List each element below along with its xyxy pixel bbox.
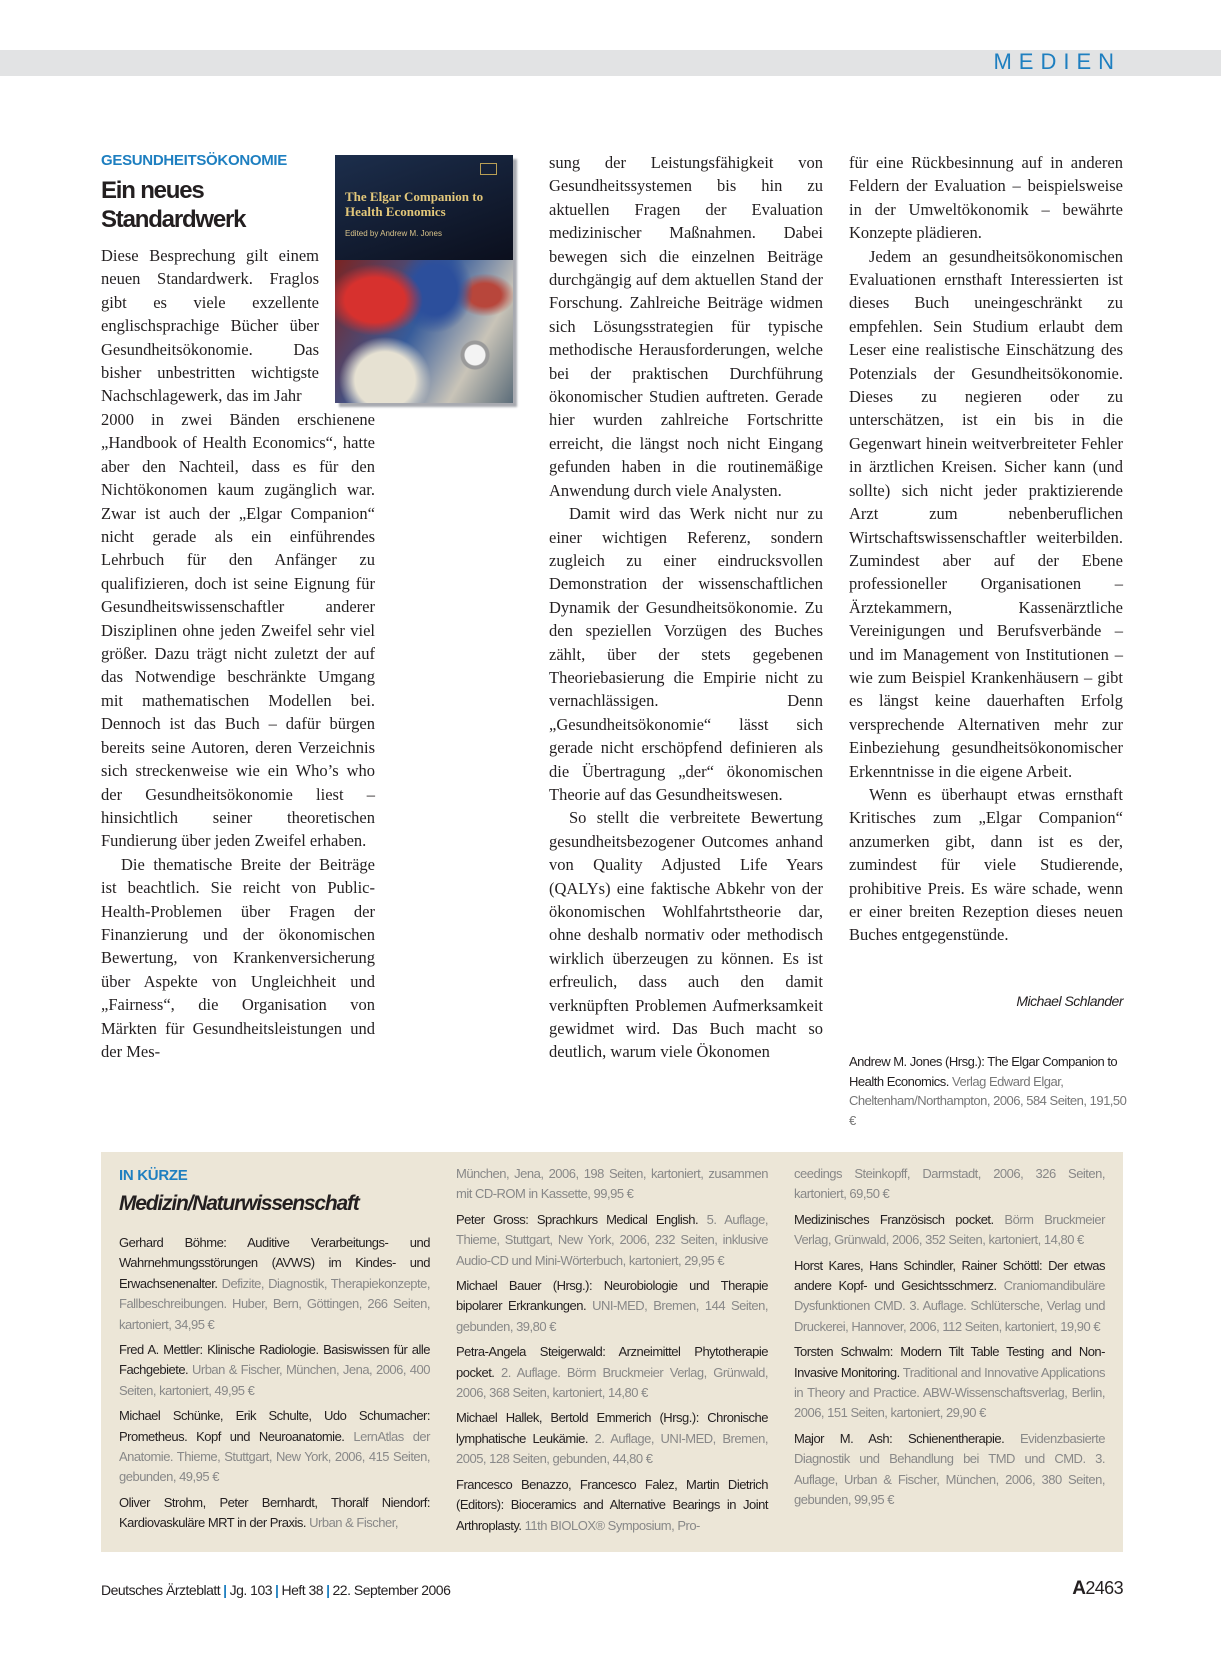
article-paragraph: So stellt die verbreitete Bewertung gesundheitsbezogener Outcomes anhand von Quality Adjusted Life Years (QALYs) eine faktische Abkehr von der ökonomischen Wohlfahrtstheorie dar, ohne deshalb normativ oder methodisch wirklich überzeugen zu können. Es ist erfreulich, dass auch den damit verknüpften Problemen Aufmerksamkeit gewidmet wird. Das Buch macht so deutlich, warum viele Ökonomen (549, 808, 823, 1062)
separator: | (275, 1582, 279, 1598)
item-title: Major M. Ash: Schienentherapie. (794, 1430, 1005, 1446)
item-details: 11th BIOLOX® Symposium, Pro- (524, 1517, 700, 1533)
list-item (119, 1406, 430, 1488)
list-item (119, 1340, 430, 1401)
page-prefix: A (1072, 1578, 1086, 1599)
article-column-2 (549, 151, 823, 1064)
journal-name: Deutsches Ärzteblatt (101, 1582, 221, 1598)
item-details: Craniomandibuläre Dysfunktionen CMD. 3. Auflage. Schlütersche, Verlag und Druckerei, Hannover, 2006, 112 Seiten, kartoniert, 19,90 € (794, 1278, 1105, 1334)
article-author: Michael Schlander (1016, 993, 1123, 1009)
article-paragraph: Die thematische Breite der Beiträge ist beachtlich. Sie reicht von Public-Health-Problemen über Fragen der Finanzierung und der ökonomischen Bewertung, von Krankenversicherung über Aspekte von Ungleichheit und „Fairness“, die Organisation von Märkten für Gesundheitsleistungen und der Mes- (101, 854, 375, 1061)
list-item (119, 1233, 430, 1335)
box-column-1 (119, 1233, 430, 1539)
book-cover-title: The Elgar Companion to Health Economics (345, 189, 484, 219)
item-details: UNI-MED, Bremen, 144 Seiten, gebunden, 39,80 € (456, 1298, 768, 1334)
issue-date: 22. September 2006 (332, 1582, 451, 1598)
list-item (119, 1493, 430, 1534)
item-details: 5. Auflage, Thieme, Stuttgart, New York, 2006, 232 Seiten, inklusive Audio-CD und Mini-Wörterbuch, kartoniert, 29,95 € (456, 1211, 768, 1268)
box-column-3 (794, 1164, 1105, 1516)
item-title: Petra-Angela Steigerwald: Arzneimittel Phytotherapie pocket. (456, 1344, 768, 1380)
item-title: Peter Gross: Sprachkurs Medical English. (456, 1211, 699, 1227)
article-paragraph: für eine Rückbesinnung auf in anderen Feldern der Evaluation – beispielsweise in der Umweltökonomik – bewährte Konzepte plädieren. (849, 153, 1123, 243)
book-cover-editor: Edited by Andrew M. Jones (345, 229, 442, 238)
separator: | (326, 1582, 330, 1598)
item-title: Gerhard Böhme: Auditive Verarbeitungs- und Wahrnehmungsstörungen (AVWS) im Kindes- und Erwachsenenalter. (119, 1235, 430, 1291)
item-details: Evidenzbasierte Diagnostik und Behandlung bei TMD und CMD. 3. Auflage, Urban & Fischer, München, 2006, 380 Seiten, gebunden, 99,95 € (794, 1430, 1105, 1508)
list-item (794, 1342, 1105, 1424)
book-cover-image (335, 155, 513, 403)
item-title: Torsten Schwalm: Modern Tilt Table Testing and Non-Invasive Monitoring. (794, 1344, 1105, 1380)
item-title: Oliver Strohm, Peter Bernhardt, Thoralf Niendorf: Kardiovaskuläre MRT in der Praxis. (119, 1494, 430, 1531)
list-item-continued: München, Jena, 2006, 198 Seiten, kartoniert, zusammen mit CD-ROM in Kassette, 99,95 € (456, 1166, 768, 1202)
box-column-2 (456, 1164, 768, 1541)
item-details: Traditional and Innovative Applications in Theory and Practice. ABW-Wissenschaftsverlag, Berlin, 2006, 151 Seiten, kartoniert, 29,90 € (794, 1364, 1105, 1421)
article-headline: Ein neues Standardwerk (101, 177, 246, 233)
item-title: Medizinisches Französisch pocket. (794, 1211, 994, 1227)
article-paragraph: 2000 in zwei Bänden erschienene „Handbook of Health Economics“, hatte aber den Nachteil, dass es für den Nichtökonomen kaum zugänglich war. Zwar ist auch der „Elgar Companion“ nicht gerade als ein einführendes Lehrbuch für den Anfänger zu qualifizieren, doch ist seine Eignung für Gesundheitswissenschaftler anderer Disziplinen ohne jeden Zweifel sehr viel größer. Dazu trägt nicht zuletzt der auf das Notwendige beschränkte Umgang mit mathematischen Modellen bei. Dennoch ist das Buch – dafür bürgen bereits seine Autoren, deren Verzeichnis sich streckenweise wie ein Who’s who der Gesundheitsökonomie liest – hinsichtlich seiner theoretischen Fundierung über jeden Zweifel erhaben. (101, 410, 375, 851)
item-details: Urban & Fischer, (309, 1515, 398, 1531)
item-title: Michael Schünke, Erik Schulte, Udo Schumacher: Prometheus. Kopf und Neuroanatomie. (119, 1408, 430, 1444)
item-title: Fred A. Mettler: Klinische Radiologie. Basiswissen für alle Fachgebiete. (119, 1342, 430, 1378)
list-item (456, 1210, 768, 1271)
article-column-1-bottom (101, 408, 375, 1063)
separator: | (223, 1582, 227, 1598)
list-item (794, 1210, 1105, 1251)
item-title: Horst Kares, Hans Schindler, Rainer Schöttl: Der etwas andere Kopf- und Gesichtsschmerz. (794, 1257, 1105, 1294)
list-item (794, 1429, 1105, 1511)
book-citation (849, 1052, 1129, 1130)
item-details: Börm Bruckmeier Verlag, Grünwald, 2006, 352 Seiten, kartoniert, 14,80 € (794, 1211, 1105, 1248)
book-cover-illustration (335, 260, 513, 403)
box-kicker: IN KÜRZE (119, 1167, 188, 1184)
article-paragraph: Jedem an gesundheitsökonomischen Evaluationen ernsthaft Interessierten ist dieses Buch uneingeschränkt zu empfehlen. Sein Studium erlaubt dem Leser eine realistische Einschätzung des Potenzials der Gesundheitsökonomie. Dieses zu negieren oder zu unterschätzen, ist ein bis in die Gegenwart hinein weitverbreiteter Fehler in ärztlichen Kreisen. Sicher kann (und sollte) sich nicht jeder praktizierende Arzt zum nebenberuflichen Wirtschaftswissenschaftler weiterbilden. Zumindest aber auf der Ebene professioneller Organisationen – Ärztekammern, Kassenärztliche Vereinigungen und Berufsverbände – und im Management von Institutionen – wie zum Beispiel Krankenhäusern – gibt es längst keine dauerhaften Erfolg versprechende Alternativen mehr zur Einbeziehung gesundheitsökonomischer Erkenntnisse in die eigene Arbeit. (849, 246, 1123, 781)
list-item (456, 1475, 768, 1536)
page-number-value: 2463 (1085, 1578, 1123, 1598)
article-paragraph: sung der Leistungsfähigkeit von Gesundheitssystemen bis hin zu aktuellen Fragen der Evaluation medizinischer Maßnahmen. Dabei bewegen sich die einzelnen Beiträge durchgängig auf dem aktuellen Stand der Forschung. Zahlreiche Beiträge widmen sich Lösungsstrategien für typische methodische Herausforderungen, welche bei der praktischen Durchführung ökonomischer Studien auftreten. Gerade hier wurden zahlreiche Fortschritte erreicht, die längst noch nicht Eingang gefunden haben in die routinemäßige Anwendung durch viele Analysten. (549, 153, 823, 500)
article-column-1-top (101, 244, 319, 408)
box-title: Medizin/Naturwissenschaft (119, 1192, 359, 1215)
item-title: Francesco Benazzo, Francesco Falez, Martin Dietrich (Editors): Bioceramics and Alternative Bearings in Joint Arthroplasty. (456, 1476, 768, 1533)
page-footer (101, 1582, 450, 1598)
journal-volume: Jg. 103 (229, 1582, 273, 1598)
item-details: Defizite, Diagnostik, Therapiekonzepte, Fallbeschreibungen. Huber, Bern, Göttingen, 266 Seiten, kartoniert, 34,95 € (119, 1275, 430, 1332)
article-kicker: GESUNDHEITSÖKONOMIE (101, 152, 287, 169)
item-details: Urban & Fischer, München, Jena, 2006, 400 Seiten, kartoniert, 49,95 € (119, 1362, 430, 1398)
item-details: 2. Auflage. Börm Bruckmeier Verlag, Grünwald, 2006, 368 Seiten, kartoniert, 14,80 € (456, 1364, 768, 1401)
citation-publisher: Verlag Edward Elgar, Cheltenham/Northampton, 2006, 584 Seiten, 191,50 € (849, 1073, 1127, 1128)
article-column-3 (849, 151, 1123, 947)
list-item (794, 1256, 1105, 1338)
article-paragraph: Wenn es überhaupt etwas ernsthaft Kritisches zum „Elgar Companion“ anzumerken gibt, dann ist es der, zumindest für viele Studierende, prohibitive Preis. Es wäre schade, wenn er einer breiten Rezeption dieses neuen Buches entgegenstünde. (849, 784, 1123, 945)
book-cover-top (335, 155, 513, 260)
list-item (456, 1342, 768, 1403)
citation-title: Andrew M. Jones (Hrsg.): The Elgar Companion to Health Economics. (849, 1054, 1118, 1089)
list-item (456, 1408, 768, 1469)
item-details: LernAtlas der Anatomie. Thieme, Stuttgart, New York, 2006, 415 Seiten, gebunden, 49,95 € (119, 1428, 430, 1485)
item-details: 2. Auflage, UNI-MED, Bremen, 2005, 128 Seiten, gebunden, 44,80 € (456, 1430, 768, 1467)
item-title: Michael Bauer (Hrsg.): Neurobiologie und Therapie bipolarer Erkrankungen. (456, 1278, 768, 1314)
item-title: Michael Hallek, Bertold Emmerich (Hrsg.): Chronische lymphatische Leukämie. (456, 1410, 768, 1446)
list-item (456, 1276, 768, 1337)
list-item-continued: ceedings Steinkopff, Darmstadt, 2006, 326 Seiten, kartoniert, 69,50 € (794, 1166, 1105, 1202)
article-paragraph: Diese Besprechung gilt einem neuen Standardwerk. Fraglos gibt es viele exzellente englischsprachige Bücher über Gesundheitsökonomie. Das bisher unbestritten wichtigste Nachschlagewerk, das im Jahr (101, 246, 319, 406)
journal-issue: Heft 38 (281, 1582, 324, 1598)
publisher-logo-icon (480, 163, 497, 175)
section-rubric: MEDIEN (993, 49, 1121, 74)
page-number (1072, 1578, 1123, 1600)
article-paragraph: Damit wird das Werk nicht nur zu einer wichtigen Referenz, sondern zugleich zu einer eindrucksvollen Demonstration der wissenschaftlichen Dynamik der Gesundheitsökonomie. Zu den speziellen Vorzügen des Buches zählt, über der stets gegebenen Theoriebasierung die Empirie nicht zu vernachlässigen. Denn „Gesundheitsökonomie“ lässt sich gerade nicht erschöpfend definieren als die Übertragung „der“ ökonomischen Theorie auf das Gesundheitswesen. (549, 504, 823, 804)
